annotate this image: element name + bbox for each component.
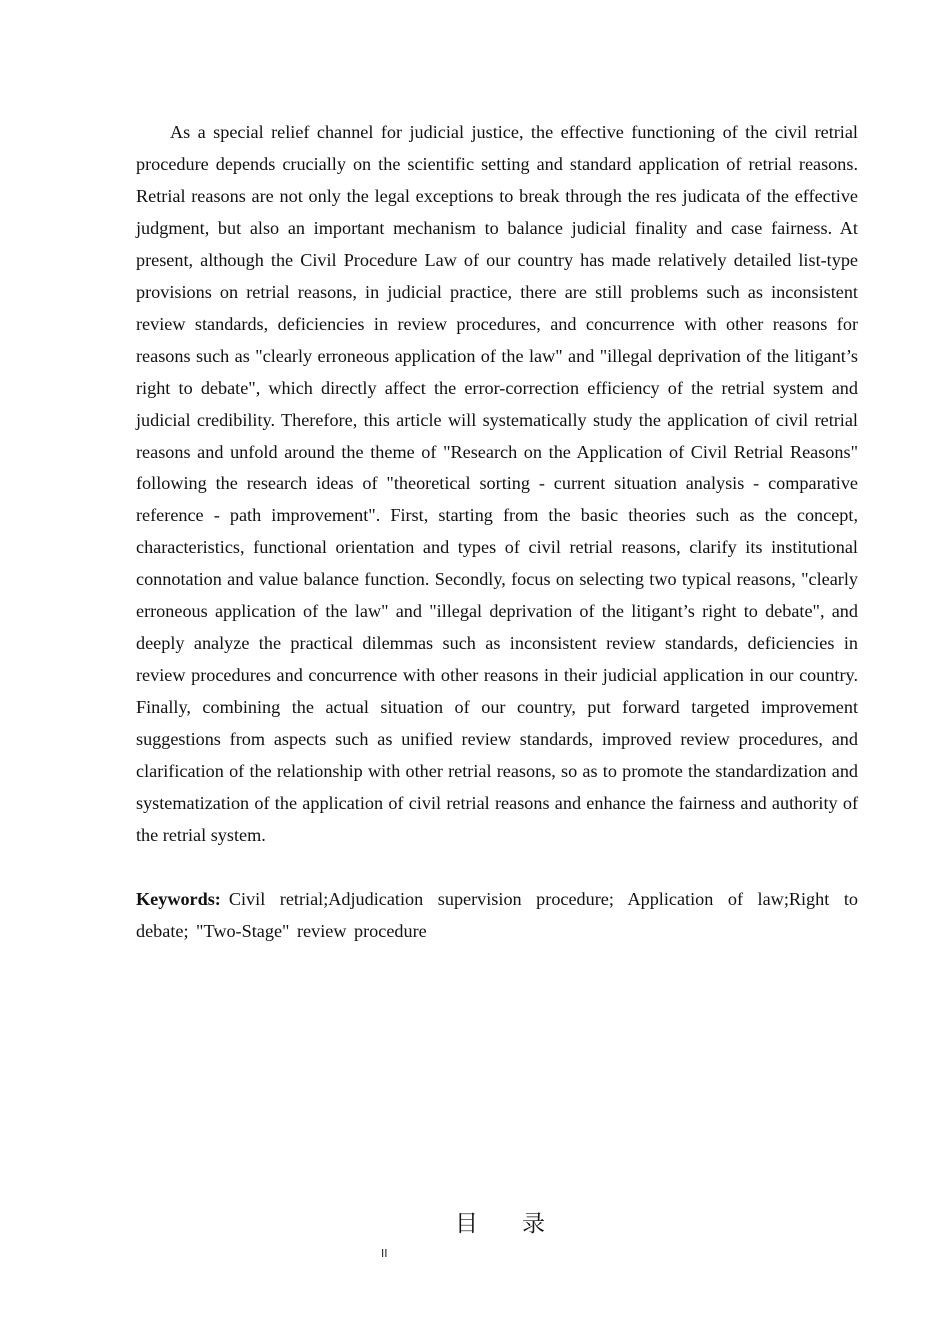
- toc-heading-char-1: 目: [455, 1210, 478, 1237]
- table-of-contents-heading: [455, 1203, 545, 1239]
- page-number: II: [381, 1247, 388, 1260]
- abstract-paragraph: As a special relief channel for judicial justice, the effective functioning of the civil retrial procedure depends crucially on the scientific setting and standard application of retrial reasons. Retrial reasons are not only the legal exceptions to break through the res judicata of the effective judgment, but also an important mechanism to balance judicial finality and case fairness. At present, although the Civil Procedure Law of our country has made relatively detailed list-type provisions on retrial reasons, in judicial practice, there are still problems such as inconsistent review standards, deficiencies in review procedures, and concurrence with other reasons for reasons such as "clearly erroneous application of the law" and "illegal deprivation of the litigant’s right to debate", which directly affect the error-correction efficiency of the retrial system and judicial credibility. Therefore, this article will systematically study the application of civil retrial reasons and unfold around the theme of "Research on the Application of Civil Retrial Reasons" following the research ideas of "theoretical sorting - current situation analysis - comparative reference - path improvement". First, starting from the basic theories such as the concept, characteristics, functional orientation and types of civil retrial reasons, clarify its institutional connotation and value balance function. Secondly, focus on selecting two typical reasons, "clearly erroneous application of the law" and "illegal deprivation of the litigant’s right to debate", and deeply analyze the practical dilemmas such as inconsistent review standards, deficiencies in review procedures and concurrence with other reasons in their judicial application in our country. Finally, combining the actual situation of our country, put forward targeted improvement suggestions from aspects such as unified review standards, improved review procedures, and clarification of the relationship with other retrial reasons, so as to promote the standardization and systematization of the application of civil retrial reasons and enhance the fairness and authority of the retrial system.: [136, 122, 858, 845]
- keywords-line: [136, 883, 858, 947]
- toc-heading-char-2: 录: [522, 1210, 545, 1237]
- keywords-label: Keywords:: [136, 889, 221, 909]
- keywords-text: Civil retrial;Adjudication supervision procedure; Application of law;Right to debate; "Two-Stage" review procedure: [136, 889, 858, 941]
